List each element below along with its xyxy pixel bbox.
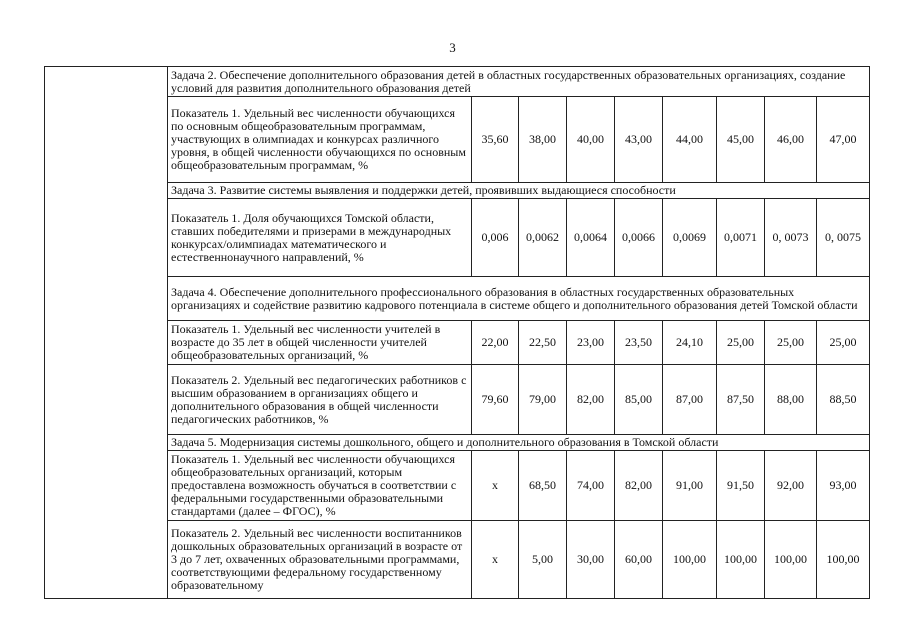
indicator-value: 25,00 — [765, 321, 817, 365]
task-heading: Задача 3. Развитие системы выявления и поддержки детей, проявивших выдающиеся способности — [168, 183, 870, 199]
indicator-value: 5,00 — [519, 521, 567, 599]
indicator-label: Показатель 2. Удельный вес педагогических работников с высшим образованием в организациях общего и дополнительного образования в общей численности педагогических работников, % — [168, 365, 472, 435]
indicator-value: 92,00 — [765, 451, 817, 521]
indicator-value: 30,00 — [567, 521, 615, 599]
indicator-value: 100,00 — [765, 521, 817, 599]
task-row — [45, 183, 870, 199]
indicator-value: 25,00 — [817, 321, 870, 365]
indicator-row — [45, 199, 870, 277]
indicator-label: Показатель 1. Удельный вес численности обучающихся общеобразовательных организаций, которым предоставлена возможность обучаться в соответствии с федеральными государственными образовательными стандартами (далее – ФГОС), % — [168, 451, 472, 521]
indicator-value: 79,00 — [519, 365, 567, 435]
indicator-value: 40,00 — [567, 97, 615, 183]
indicator-label: Показатель 1. Доля обучающихся Томской области, ставших победителями и призерами в международных конкурсах/олимпиадах математического и естественнонаучного направлений, % — [168, 199, 472, 277]
indicator-value: 45,00 — [717, 97, 765, 183]
indicator-value: 38,00 — [519, 97, 567, 183]
indicator-value: 68,50 — [519, 451, 567, 521]
indicators-table — [44, 66, 870, 599]
indicator-value: 22,50 — [519, 321, 567, 365]
indicator-value: 91,50 — [717, 451, 765, 521]
indicator-value: x — [472, 521, 519, 599]
indicator-value: 25,00 — [717, 321, 765, 365]
indicator-row — [45, 365, 870, 435]
indicator-value: 91,00 — [663, 451, 717, 521]
indicator-value: 35,60 — [472, 97, 519, 183]
indicator-value: 87,00 — [663, 365, 717, 435]
indicator-value: 82,00 — [615, 451, 663, 521]
indicator-value: 46,00 — [765, 97, 817, 183]
indicator-value: 79,60 — [472, 365, 519, 435]
task-row — [45, 435, 870, 451]
task-heading: Задача 4. Обеспечение дополнительного профессионального образования в областных государственных образовательных организациях и содействие развитию кадрового потенциала в системе общего и дополнительного образования детей Томской области — [168, 277, 870, 321]
indicator-value: 60,00 — [615, 521, 663, 599]
indicator-value: 47,00 — [817, 97, 870, 183]
task-heading: Задача 5. Модернизация системы дошкольного, общего и дополнительного образования в Томской области — [168, 435, 870, 451]
indicator-value: 0,0062 — [519, 199, 567, 277]
indicator-value: 100,00 — [817, 521, 870, 599]
indicator-value: 24,10 — [663, 321, 717, 365]
task-row — [45, 67, 870, 97]
indicator-value: 0, 0075 — [817, 199, 870, 277]
indicator-value: 93,00 — [817, 451, 870, 521]
indicator-value: 0,0071 — [717, 199, 765, 277]
indicator-label: Показатель 1. Удельный вес численности обучающихся по основным общеобразовательным программам, участвующих в олимпиадах и конкурсах различного уровня, в общей численности обучающихся по основным общеобразовательным программам, % — [168, 97, 472, 183]
indicator-value: 0,0064 — [567, 199, 615, 277]
indicator-label: Показатель 1. Удельный вес численности учителей в возрасте до 35 лет в общей численности учителей общеобразовательных организаций, % — [168, 321, 472, 365]
indicator-row — [45, 97, 870, 183]
indicator-value: 87,50 — [717, 365, 765, 435]
indicator-value: 22,00 — [472, 321, 519, 365]
indicator-row — [45, 321, 870, 365]
indicator-value: 0,0069 — [663, 199, 717, 277]
indicator-row — [45, 451, 870, 521]
task-row — [45, 277, 870, 321]
indicator-row — [45, 521, 870, 599]
indicator-value: 88,00 — [765, 365, 817, 435]
table-body — [45, 67, 870, 599]
indicator-value: 74,00 — [567, 451, 615, 521]
page-number: 3 — [449, 40, 456, 55]
indicator-value: 23,50 — [615, 321, 663, 365]
indicator-value: 100,00 — [717, 521, 765, 599]
blank-left-cell — [45, 67, 168, 599]
indicator-value: 0,006 — [472, 199, 519, 277]
indicator-value: x — [472, 451, 519, 521]
indicator-value: 23,00 — [567, 321, 615, 365]
indicator-value: 85,00 — [615, 365, 663, 435]
indicator-value: 44,00 — [663, 97, 717, 183]
indicator-value: 100,00 — [663, 521, 717, 599]
indicator-value: 88,50 — [817, 365, 870, 435]
indicator-value: 82,00 — [567, 365, 615, 435]
task-heading: Задача 2. Обеспечение дополнительного образования детей в областных государственных образовательных организациях, создание условий для развития дополнительного образования детей — [168, 67, 870, 97]
indicator-value: 0, 0073 — [765, 199, 817, 277]
indicator-value: 0,0066 — [615, 199, 663, 277]
indicator-value: 43,00 — [615, 97, 663, 183]
indicator-label: Показатель 2. Удельный вес численности воспитанников дошкольных образовательных организаций в возрасте от 3 до 7 лет, охваченных образовательными программами, соответствующими федеральному государственному образовательному — [168, 521, 472, 599]
